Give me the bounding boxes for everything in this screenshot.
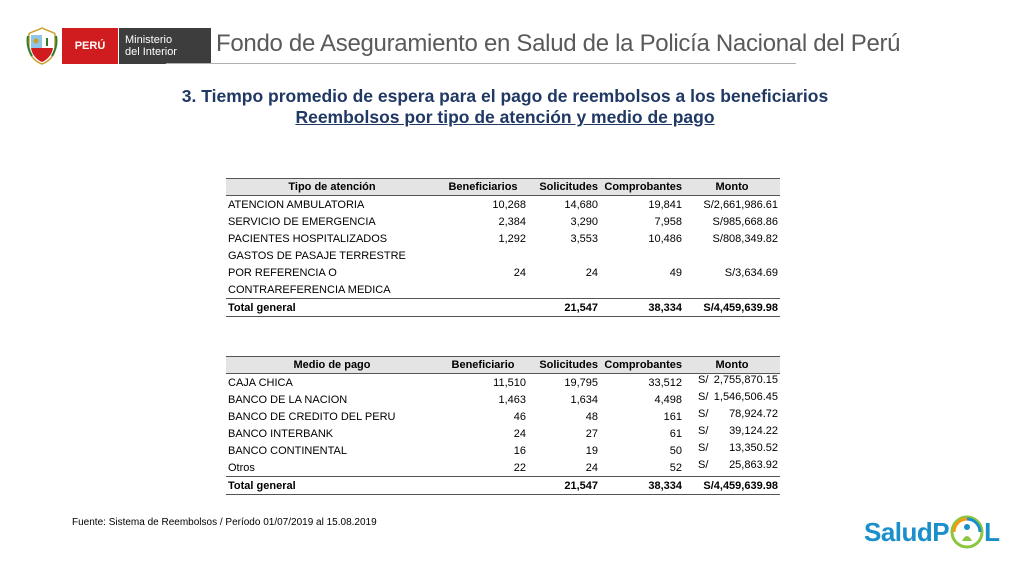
cell-tipo-line2: POR REFERENCIA O xyxy=(228,266,337,279)
cell-solicitudes: 24 xyxy=(585,461,598,474)
currency-prefix: S/ xyxy=(698,391,709,403)
cell-tipo-line1: GASTOS DE PASAJE TERRESTRE xyxy=(228,249,406,262)
cell-solicitudes: 19,795 xyxy=(564,376,598,389)
saludpol-logo xyxy=(864,510,1000,554)
table-total-row xyxy=(226,477,780,495)
amount: 2,755,870.15 xyxy=(713,374,778,386)
logo-text: SaludP xyxy=(864,516,950,547)
amount: 78,924.72 xyxy=(729,408,778,420)
table-row xyxy=(226,264,780,281)
cell-total-monto: S/4,459,639.98 xyxy=(684,477,780,495)
source-note: Fuente: Sistema de Reembolsos / Período 01/07/2019 al 15.08.2019 xyxy=(72,517,377,528)
cell-monto: S/2,661,986.61 xyxy=(703,198,778,211)
column-header-monto: Monto xyxy=(684,179,780,196)
amount: 39,124.22 xyxy=(729,425,778,437)
cell-total-beneficiario xyxy=(438,477,528,495)
page-subtitle: Reembolsos por tipo de atención y medio de pago xyxy=(295,107,715,127)
cell-monto xyxy=(684,442,780,459)
cell-total-label: Total general xyxy=(226,477,438,495)
ministry-line1: Ministerio xyxy=(125,34,173,46)
cell-medio: CAJA CHICA xyxy=(228,376,293,389)
header-divider xyxy=(166,63,796,64)
cell-total-solicitudes: 21,547 xyxy=(528,299,600,317)
cell-comprobantes: 33,512 xyxy=(648,376,682,389)
column-header-solicitudes: Solicitudes xyxy=(528,179,600,196)
table-row xyxy=(226,408,780,425)
cell-solicitudes: 24 xyxy=(585,266,598,279)
table-header-row xyxy=(226,357,780,374)
cell-total-comprobantes: 38,334 xyxy=(600,299,684,317)
cell-total-solicitudes: 21,547 xyxy=(528,477,600,495)
cell-medio: BANCO CONTINENTAL xyxy=(228,444,347,457)
column-header-tipo: Tipo de atención xyxy=(226,179,438,196)
page-title: 3. Tiempo promedio de espera para el pago de reembolsos a los beneficiarios xyxy=(181,86,829,106)
cell-comprobantes: 61 xyxy=(669,427,682,440)
cell-solicitudes: 27 xyxy=(585,427,598,440)
cell-comprobantes: 19,841 xyxy=(648,198,682,211)
table-row xyxy=(226,213,780,230)
cell-total-label: Total general xyxy=(226,299,438,317)
cell-solicitudes: 3,290 xyxy=(570,215,598,228)
table-row xyxy=(226,459,780,477)
cell-solicitudes: 14,680 xyxy=(564,198,598,211)
amount: 25,863.92 xyxy=(729,459,778,471)
cell-monto xyxy=(684,425,780,442)
saludpol-emblem-icon xyxy=(950,515,984,549)
cell-comprobantes: 52 xyxy=(669,461,682,474)
table-medio-pago xyxy=(226,356,780,495)
amount: 1,546,506.45 xyxy=(713,391,778,403)
cell-comprobantes: 50 xyxy=(669,444,682,457)
cell-monto xyxy=(684,459,780,476)
cell-beneficiario: 16 xyxy=(513,444,526,457)
cell-beneficiario: 1,463 xyxy=(498,393,526,406)
table-row xyxy=(226,442,780,459)
table-row xyxy=(226,196,780,214)
cell-comprobantes: 4,498 xyxy=(654,393,682,406)
logo-tail: L xyxy=(984,516,1001,547)
table-row xyxy=(226,374,780,392)
cell-medio: Otros xyxy=(228,461,255,474)
cell-solicitudes: 1,634 xyxy=(570,393,598,406)
cell-beneficiario: 11,510 xyxy=(493,376,526,389)
cell-medio: BANCO DE CREDITO DEL PERU xyxy=(228,410,396,423)
cell-beneficiarios: 10,268 xyxy=(492,198,526,211)
table-row xyxy=(226,391,780,408)
cell-beneficiarios: 24 xyxy=(513,266,526,279)
column-header-comprobantes: Comprobantes xyxy=(600,357,684,374)
cell-solicitudes: 3,553 xyxy=(570,232,598,245)
cell-tipo-line3: CONTRAREFERENCIA MEDICA xyxy=(228,283,391,296)
cell-monto xyxy=(684,391,780,408)
cell-comprobantes: 49 xyxy=(669,266,682,279)
cell-solicitudes: 19 xyxy=(585,444,598,457)
cell-total-comprobantes: 38,334 xyxy=(600,477,684,495)
cell-total-monto: S/4,459,639.98 xyxy=(684,299,780,317)
cell-tipo: ATENCION AMBULATORIA xyxy=(228,198,365,211)
cell-medio: BANCO INTERBANK xyxy=(228,427,334,440)
cell-comprobantes: 161 xyxy=(663,410,682,423)
table-total-row xyxy=(226,299,780,317)
column-header-monto: Monto xyxy=(684,357,780,374)
currency-prefix: S/ xyxy=(698,425,709,437)
cell-beneficiarios: 1,292 xyxy=(498,232,526,245)
table-row xyxy=(226,425,780,442)
cell-medio: BANCO DE LA NACION xyxy=(228,393,348,406)
table-header-row xyxy=(226,179,780,196)
amount: 13,350.52 xyxy=(729,442,778,454)
fund-title: Fondo de Aseguramiento en Salud de la Policía Nacional del Perú xyxy=(216,30,901,57)
ministry-line2: del Interior xyxy=(125,46,177,58)
cell-beneficiario: 24 xyxy=(513,427,526,440)
cell-beneficiario: 46 xyxy=(513,410,526,423)
currency-prefix: S/ xyxy=(698,374,709,386)
cell-beneficiario: 22 xyxy=(513,461,526,474)
cell-comprobantes: 7,958 xyxy=(654,215,682,228)
cell-monto: S/808,349.82 xyxy=(712,232,778,245)
peru-label: PERÚ xyxy=(62,28,118,64)
cell-total-beneficiarios xyxy=(438,299,528,317)
column-header-beneficiario: Beneficiario xyxy=(438,357,528,374)
cell-tipo: SERVICIO DE EMERGENCIA xyxy=(228,215,376,228)
table-row xyxy=(226,281,780,299)
currency-prefix: S/ xyxy=(698,408,709,420)
table-tipo-atencion xyxy=(226,178,780,317)
cell-monto: S/985,668.86 xyxy=(712,215,778,228)
column-header-beneficiarios: Beneficiarios xyxy=(438,179,528,196)
cell-monto xyxy=(684,408,780,425)
currency-prefix: S/ xyxy=(698,459,709,471)
table-row xyxy=(226,247,780,264)
cell-comprobantes: 10,486 xyxy=(648,232,682,245)
cell-solicitudes: 48 xyxy=(585,410,598,423)
cell-beneficiarios: 2,384 xyxy=(498,215,526,228)
ministry-label xyxy=(119,28,211,64)
column-header-comprobantes: Comprobantes xyxy=(600,179,684,196)
table-row xyxy=(226,230,780,247)
column-header-medio: Medio de pago xyxy=(226,357,438,374)
cell-tipo: PACIENTES HOSPITALIZADOS xyxy=(228,232,388,245)
currency-prefix: S/ xyxy=(698,442,709,454)
cell-monto: S/3,634.69 xyxy=(724,266,778,279)
peru-coat-of-arms-icon xyxy=(26,26,58,66)
cell-monto xyxy=(684,374,780,391)
column-header-solicitudes: Solicitudes xyxy=(528,357,600,374)
page-header xyxy=(26,24,901,68)
